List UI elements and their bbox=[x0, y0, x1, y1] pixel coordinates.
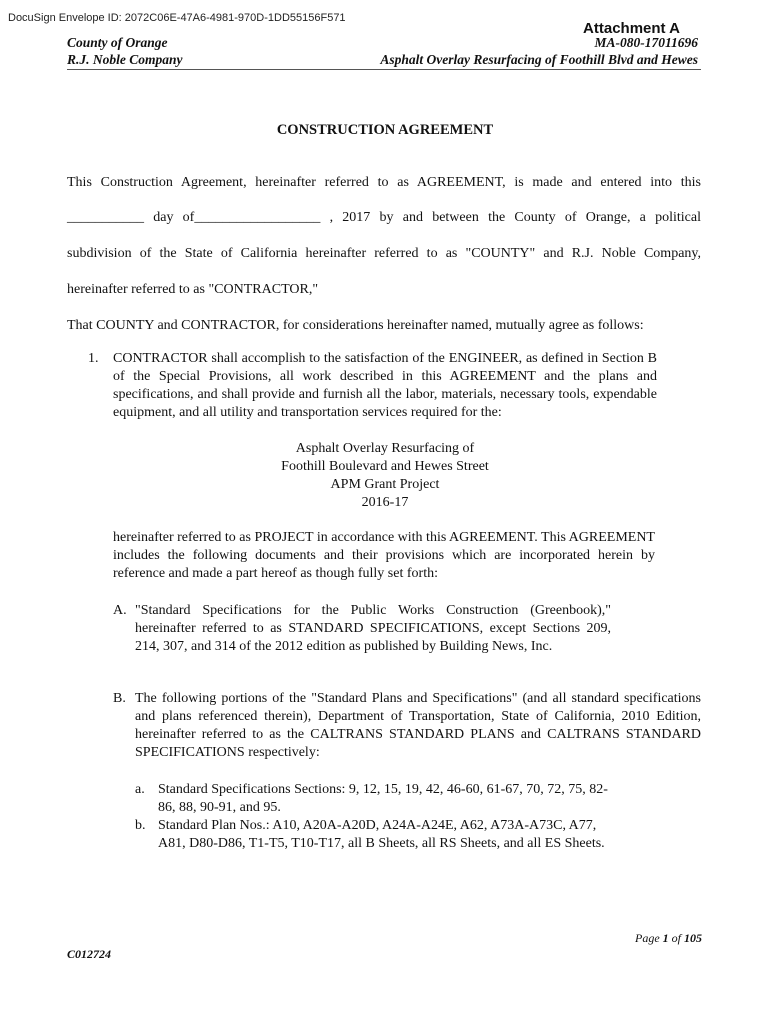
document-code: C012724 bbox=[67, 947, 112, 961]
header-project-name: Asphalt Overlay Resurfacing of Foothill Blvd and Hewes bbox=[380, 52, 698, 67]
header-contractor: R.J. Noble Company bbox=[67, 52, 183, 67]
header-agreement-number: MA-080-17011696 bbox=[594, 35, 698, 50]
page-number bbox=[635, 931, 702, 946]
project-line: Foothill Boulevard and Hewes Street bbox=[281, 459, 489, 474]
project-line: APM Grant Project bbox=[330, 477, 440, 492]
item-1-number: 1. bbox=[88, 351, 99, 366]
sublist-a-label: a. bbox=[135, 782, 145, 797]
intro-line-5: That COUNTY and CONTRACTOR, for considerations hereinafter named, mutually agree as follows: bbox=[67, 318, 644, 333]
intro-line-1: This Construction Agreement, hereinafter referred to as AGREEMENT, is made and entered into this bbox=[67, 175, 701, 190]
intro-line-2: ___________ day of__________________ , 2017 by and between the County of Orange, a political bbox=[67, 210, 701, 225]
sublist-b-text: Standard Plan Nos.: A10, A20A-A20D, A24A-A24E, A62, A73A-A73C, A77, A81, D80-D86, T1-T5, T10-T17, all B Sheets, all RS Sheets, and all ES Sheets. bbox=[158, 818, 605, 851]
attachment-label: Attachment A bbox=[583, 20, 680, 37]
project-reference-paragraph: hereinafter referred to as PROJECT in accordance with this AGREEMENT. This AGREEMENT includes the following documents and their provisions which are incorporated herein by reference and made a part hereof as though fully set forth: bbox=[113, 530, 655, 581]
header-county: County of Orange bbox=[67, 35, 168, 50]
project-line: 2016-17 bbox=[361, 495, 409, 510]
header-rule bbox=[67, 69, 701, 70]
of-word: of bbox=[671, 931, 681, 945]
item-1-text: CONTRACTOR shall accomplish to the satisfaction of the ENGINEER, as defined in Section B of the Special Provisions, all work described in this AGREEMENT and the plans and specifications, and shall provide and furnish all the labor, materials, necessary tools, expendable equipment, and all utility and transportation services required for the: bbox=[113, 351, 657, 420]
intro-line-4: hereinafter referred to as "CONTRACTOR," bbox=[67, 282, 319, 297]
list-a-text: "Standard Specifications for the Public Works Construction (Greenbook)," hereinafter referred to as STANDARD SPECIFICATIONS, except Sections 209, 214, 307, and 314 of the 2012 edition as published by Building News, Inc. bbox=[135, 603, 611, 654]
page-current: 1 bbox=[662, 931, 669, 945]
list-b-text: The following portions of the "Standard Plans and Specifications" (and all standard specifications and plans referenced therein), Department of Transportation, State of California, 2010 Edition, hereinafter referred to as the CALTRANS STANDARD PLANS and CALTRANS STANDARD SPECIFICATIONS respectively: bbox=[135, 691, 701, 760]
docusign-envelope-id: DocuSign Envelope ID: 2072C06E-47A6-4981-970D-1DD55156F571 bbox=[8, 12, 346, 24]
list-b-label: B. bbox=[113, 691, 126, 706]
document-title: CONSTRUCTION AGREEMENT bbox=[276, 122, 494, 138]
project-line: Asphalt Overlay Resurfacing of bbox=[295, 441, 475, 456]
sublist-b-label: b. bbox=[135, 818, 146, 833]
page-total: 105 bbox=[684, 931, 702, 945]
sublist-a-text: Standard Specifications Sections: 9, 12, 15, 19, 42, 46-60, 61-67, 70, 72, 75, 82-86, 88, 90-91, and 95. bbox=[158, 782, 608, 815]
list-a-label: A. bbox=[113, 603, 127, 618]
project-block bbox=[260, 440, 510, 512]
intro-line-3: subdivision of the State of California hereinafter referred to as "COUNTY" and R.J. Noble Company, bbox=[67, 246, 701, 261]
page-word: Page bbox=[635, 931, 660, 945]
